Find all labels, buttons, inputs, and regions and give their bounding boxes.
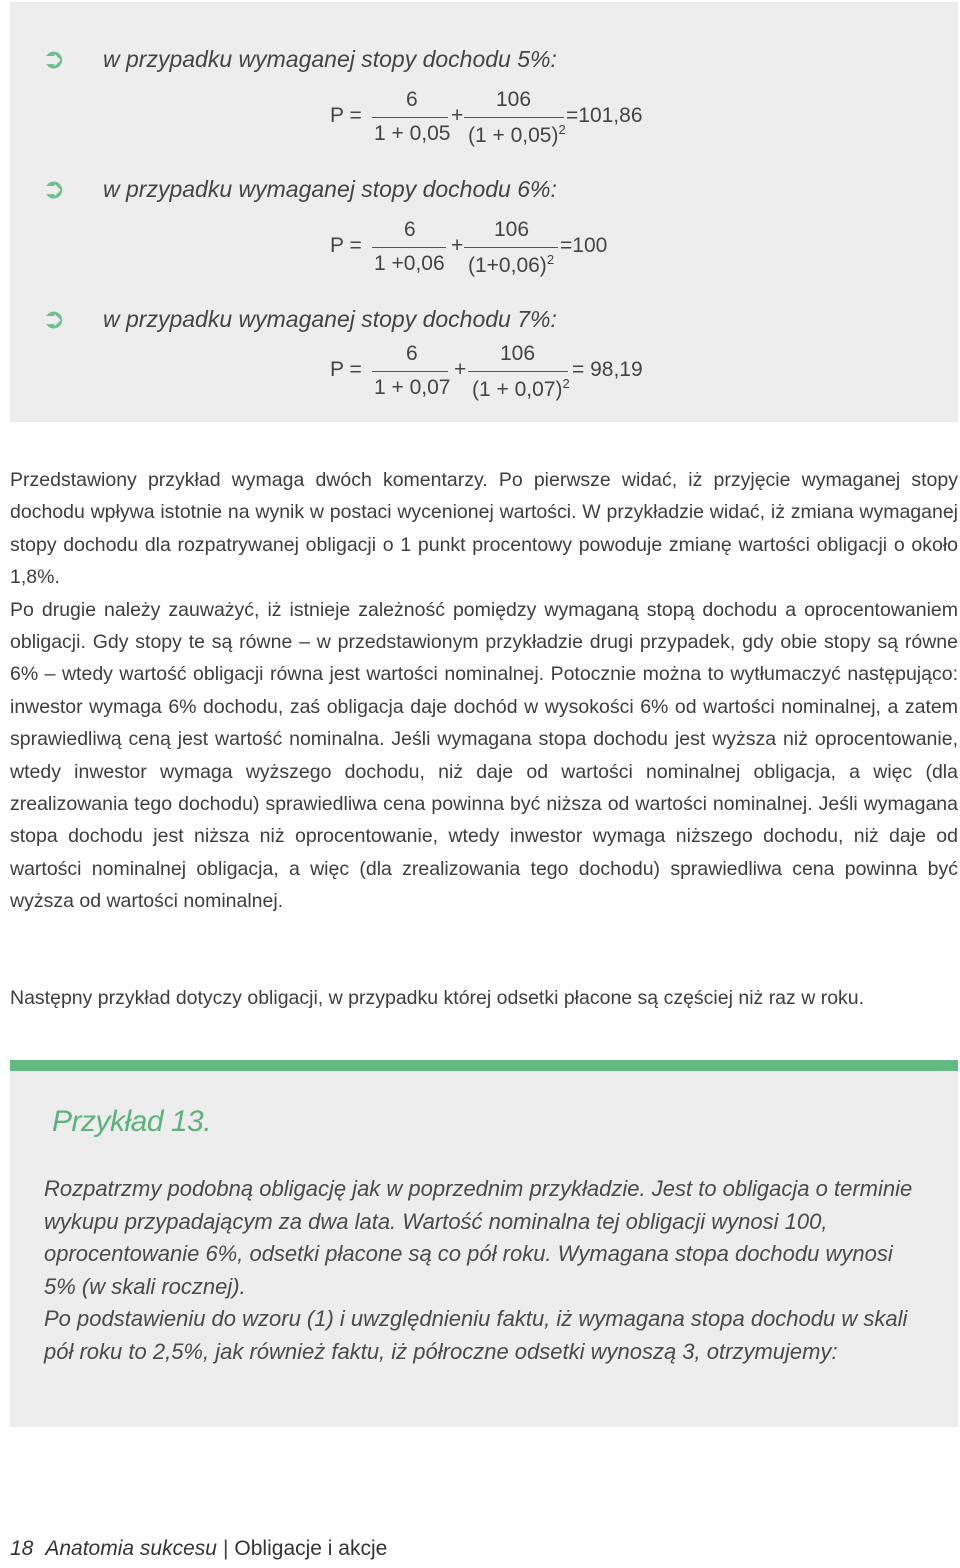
commentary-paragraph: Przedstawiony przykład wymaga dwóch komentarzy. Po pierwsze widać, iż przyjęcie wymaganej stopy dochodu wpływa istotnie na wynik w postaci wycenionej wartości. W przykładzie widać, iż zmiana wymaganej stopy dochodu dla rozpatrywanej obligacji o 1 punkt procentowy powoduje zmianę wartości obligacji o około 1,8%. xyxy=(10,469,958,589)
formula-lhs: P = xyxy=(330,234,362,257)
formula-lhs: P = xyxy=(330,358,362,381)
valuation-cases-box xyxy=(10,2,958,422)
commentary-paragraph: Po drugie należy zauważyć, iż istnieje zależność pomiędzy wymaganą stopą dochodu a oprocentowaniem obligacji. Gdy stopy te są równe – w przedstawionym przykładzie drugi przypadek, gdy obie stopy są równe 6% – wtedy wartość obligacji równa jest wartości nominalnej. Potocznie można to wytłumaczyć następująco: inwestor wymaga 6% dochodu, zaś obligacja daje dochód w wysokości 6% od wartości nominalnej, a zatem sprawiedliwą ceną jest wartość nominalna. Jeśli wymagana stopa dochodu jest wyższa niż oprocentowanie, wtedy inwestor wymaga wyższego dochodu, niż daje od wartości nominalnej obligacja, a więc (dla zrealizowania tego dochodu) sprawiedliwa cena powinna być niższa od wartości nominalnej. Jeśli wymagana stopa dochodu jest niższa niż oprocentowanie, wtedy inwestor wymaga niższego dochodu, niż daje od wartości nominalnej obligacja, a więc (dla zrealizowania tego dochodu) sprawiedliwa cena powinna być wyższa od wartości nominalnej. xyxy=(10,598,958,913)
formula-numerator: 6 xyxy=(404,218,416,241)
commentary xyxy=(10,464,958,918)
curved-arrow-icon: ➲ xyxy=(42,43,66,74)
example-box xyxy=(10,1071,958,1427)
formula-denominator: $(1 + 0,05)^2$ xyxy=(468,122,566,147)
formula-numerator: 6 xyxy=(406,342,418,365)
page-footer xyxy=(10,1533,387,1565)
formula-plus: + xyxy=(454,358,467,381)
formula-lhs: P = xyxy=(330,104,362,127)
section-divider xyxy=(10,1060,958,1071)
formula xyxy=(328,220,688,310)
case-heading xyxy=(10,172,958,206)
formula-denominator: $(1 + 0,07)^2$ xyxy=(472,376,570,401)
example-body xyxy=(44,1173,928,1368)
formula-plus: + xyxy=(451,104,464,127)
publication-title: Anatomia sukcesu xyxy=(45,1537,217,1560)
formula-denominator: $(1+0,06)^2$ xyxy=(468,252,555,277)
formula-numerator: 106 xyxy=(494,218,530,241)
formula-numerator: 6 xyxy=(406,88,418,111)
formula xyxy=(328,90,688,180)
case-label: w przypadku wymaganej stopy dochodu 7%: xyxy=(103,306,557,332)
footer-separator: | xyxy=(222,1537,229,1560)
page-number: 18 xyxy=(10,1537,34,1560)
case-label: w przypadku wymaganej stopy dochodu 5%: xyxy=(103,46,557,72)
example-title: Przykład 13. xyxy=(52,1105,212,1138)
case-heading xyxy=(10,42,958,76)
formula-result: =101,86 xyxy=(566,104,643,127)
formula-denominator: 1 + 0,07 xyxy=(374,376,451,399)
formula xyxy=(328,344,688,434)
formula-plus: + xyxy=(451,234,464,257)
example-paragraph: Po podstawieniu do wzoru (1) i uwzględnieniu faktu, iż wymagana stopa dochodu w skali pół roku to 2,5%, jak również faktu, iż półroczne odsetki wynoszą 3, otrzymujemy: xyxy=(44,1306,908,1364)
curved-arrow-icon: ➲ xyxy=(42,303,66,334)
next-example-intro: Następny przykład dotyczy obligacji, w przypadku której odsetki płacone są częściej niż raz w roku. xyxy=(10,987,865,1009)
curved-arrow-icon: ➲ xyxy=(42,173,66,204)
section-title: Obligacje i akcje xyxy=(234,1537,388,1560)
formula-result: =100 xyxy=(560,234,608,257)
formula-denominator: 1 + 0,05 xyxy=(374,122,451,145)
formula-numerator: 106 xyxy=(500,342,536,365)
case-heading xyxy=(10,302,958,336)
formula-result: = 98,19 xyxy=(572,358,643,381)
formula-numerator: 106 xyxy=(496,88,532,111)
formula-denominator: 1 +0,06 xyxy=(374,252,445,275)
case-label: w przypadku wymaganej stopy dochodu 6%: xyxy=(103,176,557,202)
example-paragraph: Rozpatrzmy podobną obligację jak w poprzednim przykładzie. Jest to obligacja o terminie wykupu przypadającym za dwa lata. Wartość nominalna tej obligacji wynosi 100, oprocentowanie 6%, odsetki płacone są co pół roku. Wymagana stopa dochodu wynosi 5% (w skali rocznej). xyxy=(44,1176,913,1299)
